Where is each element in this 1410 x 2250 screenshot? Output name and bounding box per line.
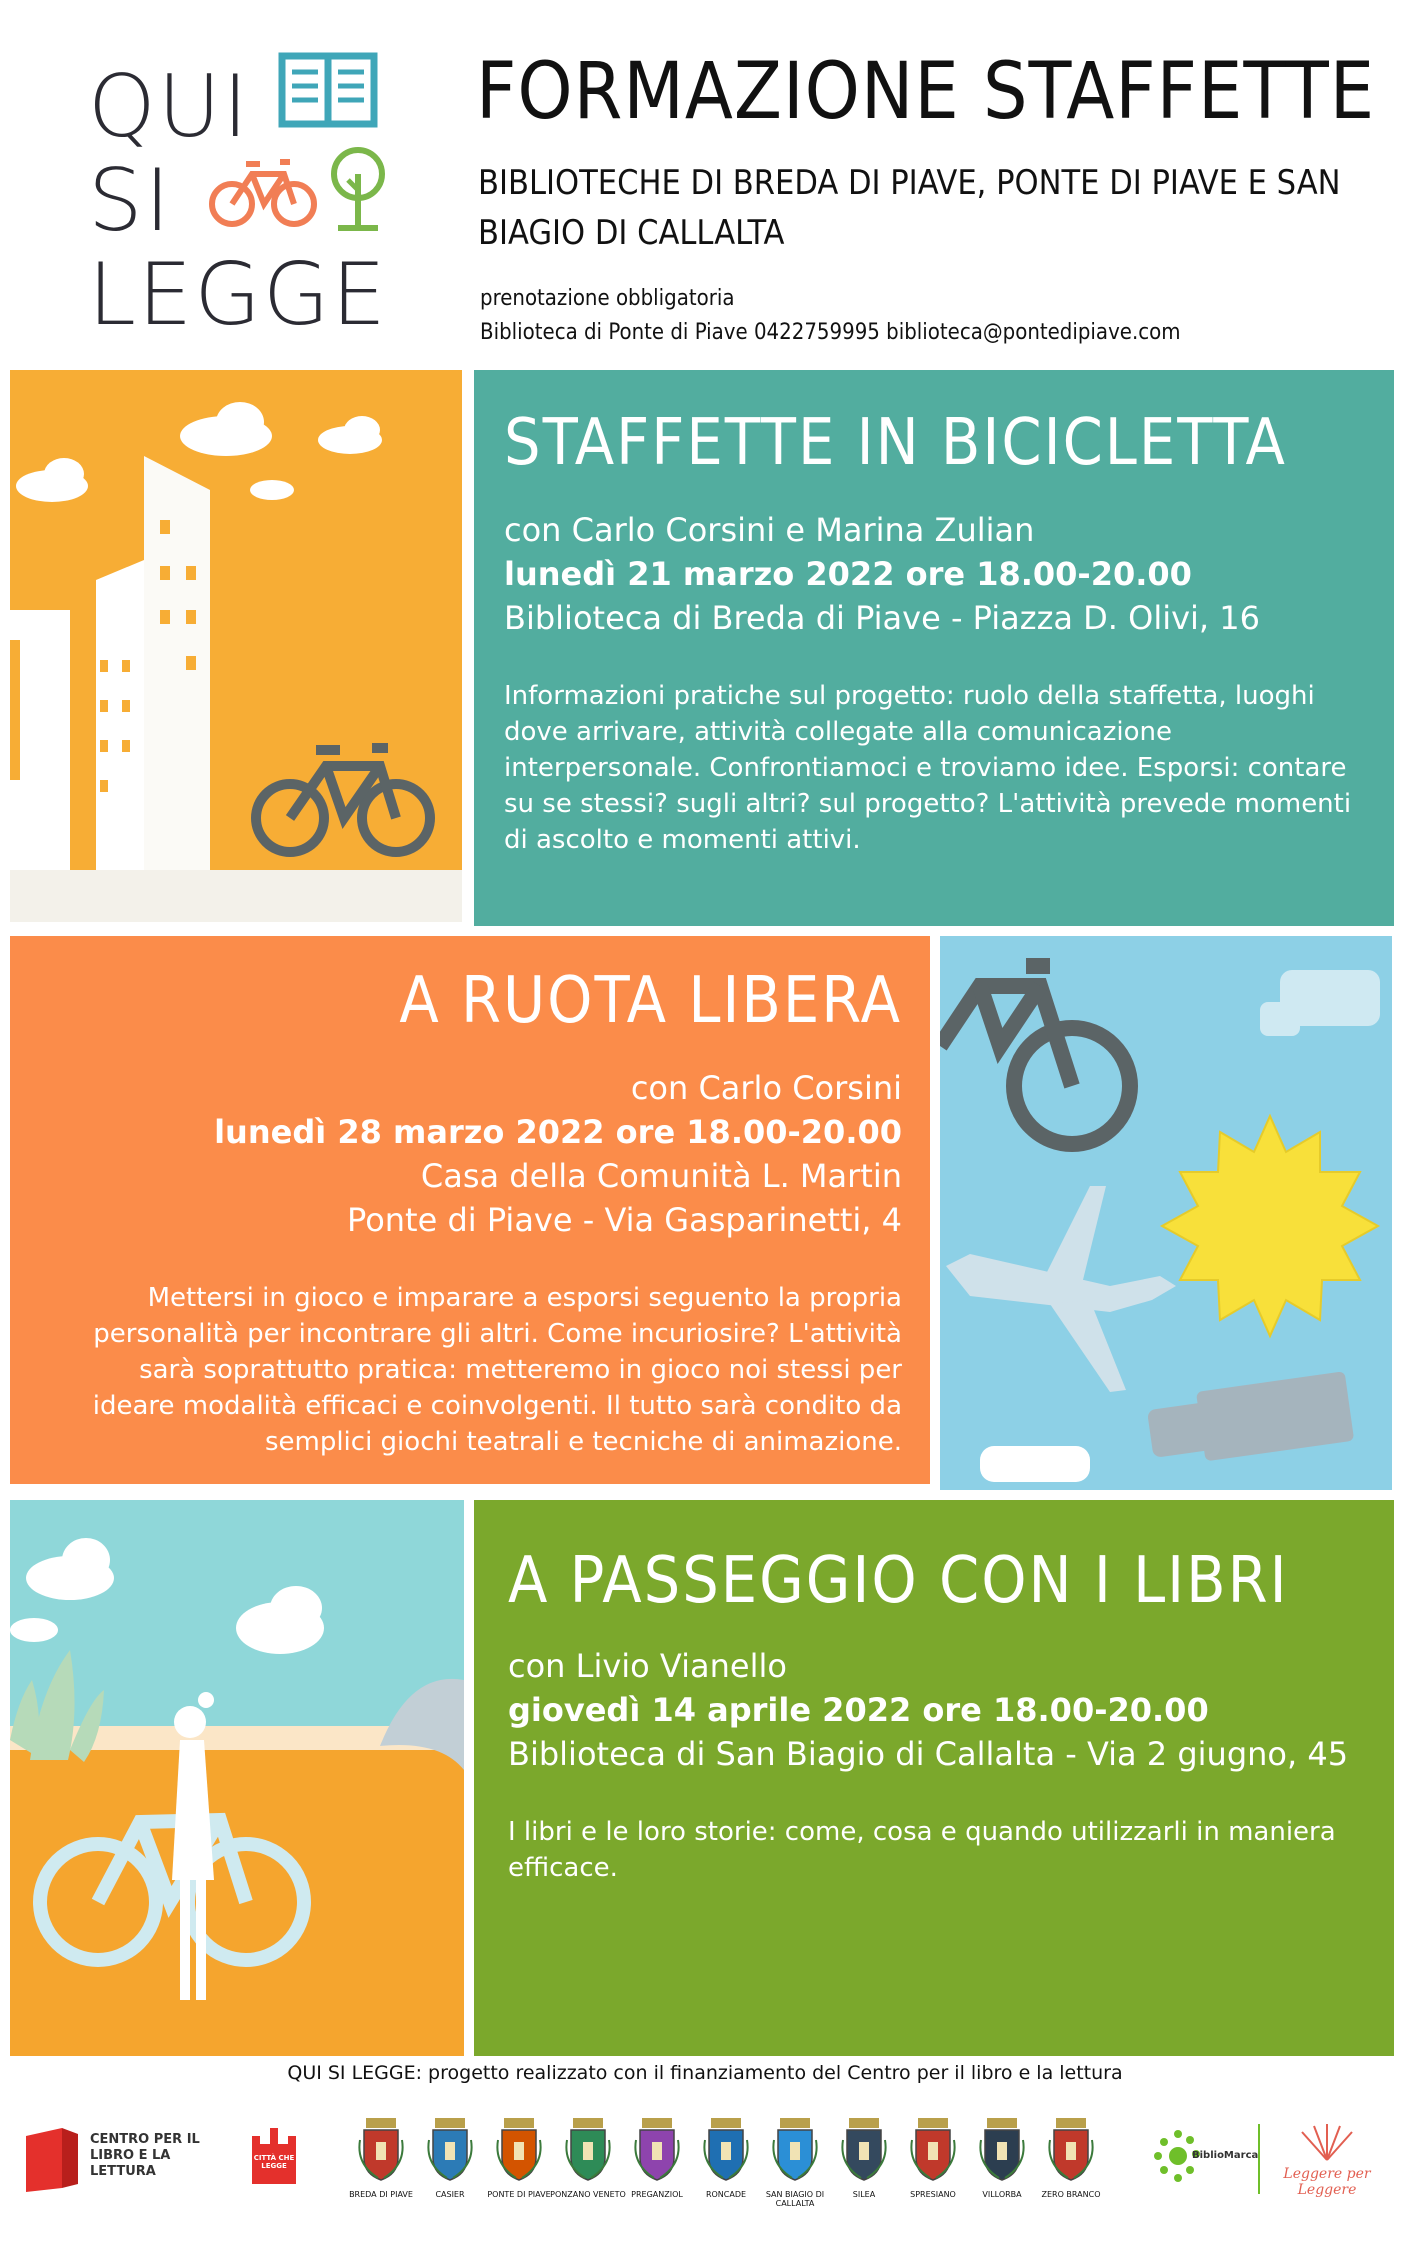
municipality-crest-icon (356, 2118, 406, 2182)
municipality-crest-icon (977, 2118, 1027, 2182)
municipality-crest-icon (425, 2118, 475, 2182)
event-place: Casa della Comunità L. Martin (420, 1157, 902, 1195)
event-speakers: con Carlo Corsini (630, 1069, 902, 1107)
municipality-crest-icon (770, 2118, 820, 2182)
event-title: STAFFETTE IN BICICLETTA (504, 406, 1287, 480)
event-title: A RUOTA LIBERA (399, 964, 902, 1038)
logo-word-si: SI (88, 151, 172, 251)
cepell-mark-icon (20, 2122, 84, 2192)
event-place-address: Ponte di Piave - Via Gasparinetti, 4 (347, 1201, 902, 1239)
book-icon (278, 50, 378, 130)
municipality-name: ZERO BRANCO (1041, 2190, 1101, 2199)
municipality-name: BREDA DI PIAVE (349, 2190, 413, 2199)
page-title: FORMAZIONE STAFFETTE (476, 47, 1376, 137)
logo-word-qui: QUI (88, 57, 251, 157)
event-place: Biblioteca di Breda di Piave - Piazza D. Olivi, 16 (504, 599, 1260, 637)
municipality-name: VILLORBA (982, 2190, 1022, 2199)
municipality-name: PONZANO VENETO (550, 2190, 626, 2199)
event-place: Biblioteca di San Biagio di Callalta - Via 2 giugno, 45 (508, 1735, 1349, 1773)
municipality-crest-icon (908, 2118, 958, 2182)
city-bicycle-illustration (10, 370, 462, 922)
logo (88, 40, 408, 345)
citta-che-legge-logo (246, 2124, 302, 2188)
event-title: A PASSEGGIO CON I LIBRI (508, 1544, 1289, 1618)
municipality-crest-icon (494, 2118, 544, 2182)
booking-note: prenotazione obbligatoria (480, 286, 735, 311)
girl-bicycle-illustration (10, 1500, 464, 2056)
event-description: Mettersi in gioco e imparare a esporsi seguento la propria personalità per incontrare gli altri. Come incuriosire? L'attività sarà soprattutto pratica: metteremo in gioco noi stessi per ideare modalità efficaci e coinvolgenti. Il tutto sarà condito da semplici giochi teatrali e tecniche di animazione. (92, 1283, 902, 1457)
event-card-3 (474, 1500, 1394, 2056)
municipality-name: SAN BIAGIO DI CALLALTA (765, 2190, 825, 2208)
book-fan-icon (1292, 2122, 1362, 2162)
bibliomarca-logo (1150, 2126, 1260, 2190)
page-subtitle: BIBLIOTECHE DI BREDA DI PIAVE, PONTE DI PIAVE E SAN BIAGIO DI CALLALTA (478, 163, 1341, 253)
bibliomarca-text: BiblioMarca (1192, 2150, 1259, 2161)
event-speakers: con Livio Vianello (508, 1647, 787, 1685)
event-date: giovedì 14 aprile 2022 ore 18.00-20.00 (508, 1691, 1209, 1729)
transport-shapes-illustration (940, 936, 1392, 1490)
event-description: I libri e le loro storie: come, cosa e quando utilizzarli in maniera efficace. (508, 1817, 1336, 1883)
contact-info: Biblioteca di Ponte di Piave 0422759995 biblioteca@pontedipiave.com (480, 320, 1181, 345)
leggere-text: Leggere per Leggere (1283, 2166, 1371, 2198)
logo-word-legge: LEGGE (88, 245, 388, 345)
event-card-1 (474, 370, 1394, 926)
cepell-logo (20, 2118, 210, 2198)
cepell-logo-text: CENTRO PER IL LIBRO E LA LETTURA (90, 2132, 200, 2179)
municipality-name: SILEA (852, 2190, 876, 2199)
citta-logo-text: CITTÀ CHE LEGGE (253, 2154, 295, 2170)
municipality-name: SPRESIANO (910, 2190, 956, 2199)
event-speakers: con Carlo Corsini e Marina Zulian (504, 511, 1035, 549)
event-date: lunedì 28 marzo 2022 ore 18.00-20.00 (214, 1113, 902, 1151)
event-card-2 (10, 936, 930, 1484)
municipality-crest-icon (701, 2118, 751, 2182)
tree-icon (328, 144, 388, 234)
logo-divider (1258, 2124, 1260, 2194)
leggere-per-leggere-logo (1272, 2122, 1382, 2202)
municipality-name: CASIER (435, 2190, 465, 2199)
municipality-name: PONTE DI PIAVE (487, 2190, 551, 2199)
funding-credit: QUI SI LEGGE: progetto realizzato con il finanziamento del Centro per il libro e la lettura (287, 2062, 1123, 2084)
event-description: Informazioni pratiche sul progetto: ruolo della staffetta, luoghi dove arrivare, attività collegate alla comunicazione interpersonale. Confrontiamoci e troviamo idee. Esporsi: contare su se stessi? sugli altri? sul progetto? L'attività prevede momenti di ascolto e momenti attivi. (504, 681, 1352, 855)
municipality-crest-icon (839, 2118, 889, 2182)
municipality-crest-icon (1046, 2118, 1096, 2182)
municipality-name: RONCADE (705, 2190, 747, 2199)
municipality-crest-icon (632, 2118, 682, 2182)
municipality-name: PREGANZIOL (631, 2190, 683, 2199)
municipality-crest-icon (563, 2118, 613, 2182)
event-date: lunedì 21 marzo 2022 ore 18.00-20.00 (504, 555, 1192, 593)
bicycle-icon (208, 152, 318, 232)
